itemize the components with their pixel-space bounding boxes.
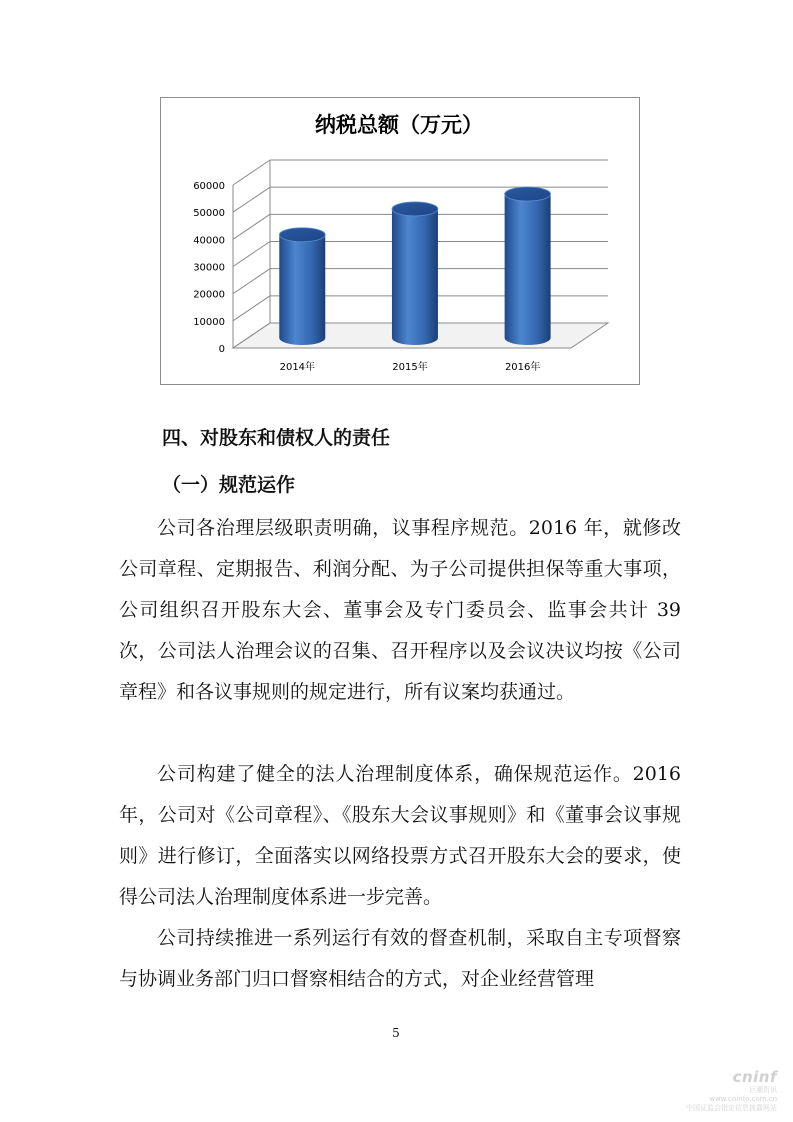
- y-tick-label: 50000: [193, 208, 225, 220]
- cninfo-tagline: 中国证监会指定信息披露网站: [686, 1104, 777, 1112]
- chart-title: 纳税总额（万元）: [315, 113, 483, 137]
- bar-body: [505, 194, 551, 345]
- paragraph-1: [119, 508, 681, 713]
- paragraph-3-text: 公司持续推进一系列运行有效的督查机制，采取自主专项督察与协调业务部门归口督察相结合的方式，对企业经营管理: [119, 927, 681, 990]
- cninfo-logo: cninf: [732, 1068, 777, 1086]
- y-tick-label: 40000: [193, 235, 225, 247]
- y-tick-label: 10000: [193, 316, 225, 328]
- y-tick-label: 30000: [193, 262, 225, 274]
- gridline-diag: [233, 242, 270, 267]
- bar: [279, 228, 325, 345]
- bar-top: [392, 202, 438, 216]
- paragraph-1-text: 公司各治理层级职责明确，议事程序规范。2016 年，就修改公司章程、定期报告、利润分配、为子公司提供担保等重大事项，公司组织召开股东大会、董事会及专门委员会、监事会共计 39 次，公司法人治理会议的召集、召开程序以及会议决议均按《公司章程》和各议事规则的规定进行，所有议案均获通过。: [119, 517, 681, 703]
- y-tick-label: 60000: [193, 181, 225, 192]
- x-tick-label: 2015年: [392, 362, 428, 373]
- gridline-diag: [233, 160, 270, 185]
- paragraph-3: [119, 918, 681, 1000]
- x-tick-label: 2016年: [504, 362, 541, 373]
- gridline-diag: [233, 187, 270, 212]
- paragraph-2-text: 公司构建了健全的法人治理制度体系，确保规范运作。2016 年，公司对《公司章程》、《股东大会议事规则》和《董事会议事规则》进行修订，全面落实以网络投票方式召开股东大会的要求，使得公司法人治理制度体系进一步完善。: [119, 763, 681, 908]
- subsection-heading: （一）规范运作: [162, 474, 296, 496]
- x-tick-label: 2014年: [279, 362, 316, 373]
- tax-chart-svg: [161, 98, 639, 384]
- bar: [505, 187, 551, 345]
- gridline-diag: [233, 214, 270, 239]
- tax-chart: [160, 97, 640, 385]
- bar-top: [279, 228, 325, 242]
- gridline-diag: [233, 269, 270, 294]
- bar-top: [505, 187, 551, 201]
- cninfo-watermark: [686, 1068, 777, 1113]
- gridline-diag: [233, 296, 270, 321]
- paragraph-2: [119, 754, 681, 918]
- y-tick-label: 20000: [193, 289, 225, 301]
- bar-body: [279, 235, 325, 345]
- y-tick-label: 0: [218, 344, 225, 355]
- bar-body: [392, 209, 438, 345]
- bar: [392, 202, 438, 345]
- cninfo-name: 巨潮资讯: [749, 1086, 777, 1094]
- cninfo-url: www.cninfo.com.cn: [709, 1095, 777, 1103]
- section-heading: 四、对股东和债权人的责任: [162, 427, 391, 449]
- page-number: 5: [392, 1026, 400, 1040]
